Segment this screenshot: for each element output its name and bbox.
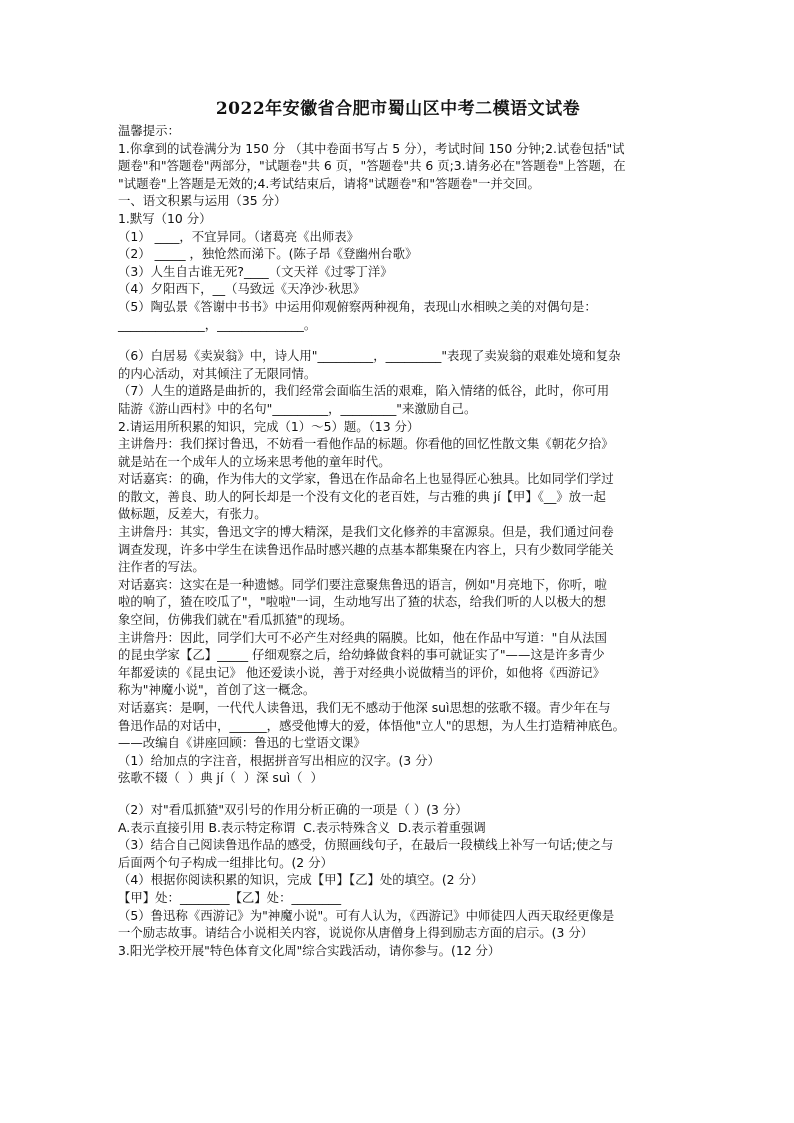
text-line: 注作者的写法。	[118, 559, 205, 575]
text-line: （2） _____ ，独怆然而涕下。(陈子昂《登幽州台歌》	[118, 246, 418, 262]
text-line: （4）根据你阅读积累的知识，完成【甲】【乙】处的填空。(2 分）	[118, 872, 484, 888]
text-line: （3）结合自己阅读鲁迅作品的感受，仿照画线句子，在最后一段横线上补写一句话;使之与	[118, 837, 614, 853]
text-line: 对话嘉宾：是啊，一代代人读鲁迅，我们无不感动于他深 suì思想的弦歌不辍。青少年在与	[118, 700, 611, 715]
text-line: 主讲詹丹：我们探讨鲁迅，不妨看一看他作品的标题。你看他的回忆性散文集《朝花夕拾》	[118, 436, 614, 452]
text-line: 温馨提示：	[118, 123, 180, 138]
text-line: （7）人生的道路是曲折的，我们经常会面临生活的艰难，陷入情绪的低谷，此时，你可用	[118, 383, 610, 399]
text-line: 年都爱读的《昆虫记》 他还爱读小说，善于对经典小说做精当的评价，如他将《西游记》	[118, 664, 606, 680]
text-line: 对话嘉宾：这实在是一种遗憾。同学们要注意聚焦鲁迅的语言，例如"月亮地下，你听，啦	[118, 576, 607, 592]
text-line: （5）陶弘景《答谢中书书》中运用仰观俯察两种视角，表现山水相映之美的对偶句是：	[118, 298, 597, 314]
text-line: "试题卷"上答题是无效的;4.考试结束后，请将"试题卷"和"答题卷"一并交回。	[118, 175, 540, 191]
text-line: 后面两个句子构成一组排比句。(2 分）	[118, 854, 333, 870]
exam-page	[118, 96, 678, 959]
text-line: 【甲】处：________【乙】处：________	[118, 889, 342, 905]
text-line: （4）夕阳西下，__（马致远《天净沙·秋思》	[118, 281, 366, 297]
text-line: 一、语文积累与运用（35 分）	[118, 193, 287, 209]
text-line: （6）白居易《卖炭翁》中，诗人用"_________，_________"表现了卖炭翁的艰难处境和复杂	[118, 348, 621, 364]
text-line: （1）给加点的字注音，根据拼音写出相应的汉字。(3 分）	[118, 752, 440, 768]
text-line: 题卷"和"答题卷"两部分，"试题卷"共 6 页，"答题卷"共 6 页;3.请务必在"答题卷"上答题，在	[118, 158, 626, 174]
exam-body	[118, 122, 678, 959]
text-line: 陆游《游山西村》中的名句"_________，_________"来激励自己。	[118, 400, 477, 416]
text-line: 2.请运用所积累的知识，完成（1）～5）题。（13 分）	[118, 418, 420, 434]
text-line: 一个励志故事。请结合小说相关内容，说说你从唐僧身上得到励志方面的启示。(3 分）	[118, 925, 594, 941]
text-line: 调查发现，许多中学生在读鲁迅作品时感兴趣的点基本都集聚在内容上，只有少数同学能关	[118, 541, 614, 557]
text-line: 1.默写（10 分）	[118, 210, 212, 226]
text-line: 鲁迅作品的对话中，______，感受他博大的爱，体悟他"立人"的思想，为人生打造精神底色。	[118, 717, 626, 733]
text-line: 做标题，反差大，有张力。	[118, 506, 267, 522]
text-line: （3）人生自古谁无死?____（文天祥《过零丁洋》	[118, 263, 393, 279]
answer-space	[118, 333, 678, 347]
text-line: 主讲詹丹：其实，鲁迅文字的博大精深，是我们文化修养的丰富源泉。但是，我们通过问卷	[118, 524, 614, 540]
text-line: 的散文，善良、助人的阿长却是一个没有文化的老百姓，与古雅的典 jí【甲】《__》放一起	[118, 488, 606, 504]
text-line: （1） ____，不宜异同。（诸葛亮《出师表》	[118, 228, 360, 244]
text-line: ——改编自《讲座回顾：鲁迅的七堂语文课》	[118, 735, 366, 751]
text-line: （2）对"看瓜抓猹"双引号的作用分析正确的一项是（ ）(3 分）	[118, 801, 468, 817]
text-line: 的内心活动，对其倾注了无限同情。	[118, 365, 317, 381]
text-line: 啦的响了，猹在咬瓜了"，"啦啦"一词，生动地写出了猹的状态，给我们听的人以极大的想	[118, 594, 606, 610]
text-line: ______________，______________。	[118, 316, 317, 332]
text-line: 的昆虫学家【乙】_____ 仔细观察之后，给幼蜂做食料的事可就证实了"——这是许多青少	[118, 647, 605, 663]
text-line: 1.你拿到的试卷满分为 150 分 （其中卷面书写占 5 分），考试时间 150 分钟;2.试卷包括"试	[118, 140, 625, 156]
text-line: 弦歌不辍（ ）典 jí（ ）深 suì（ ）	[118, 770, 323, 786]
text-line: 象空间，仿佛我们就在"看瓜抓猹"的现场。	[118, 612, 353, 628]
text-line: （5）鲁迅称《西游记》为"神魔小说"。可有人认为，《西游记》中师徒四人西天取经更像是	[118, 907, 615, 923]
text-line: 对话嘉宾：的确，作为伟大的文学家，鲁迅在作品命名上也显得匠心独具。比如同学们学过	[118, 471, 614, 487]
text-line: 称为"神魔小说"，首创了这一概念。	[118, 682, 316, 698]
text-line: 3.阳光学校开展"特色体育文化周"综合实践活动，请你参与。(12 分）	[118, 942, 501, 958]
exam-title: 2022年安徽省合肥市蜀山区中考二模语文试卷	[215, 99, 581, 119]
text-line: 就是站在一个成年人的立场来思考他的童年时代。	[118, 453, 391, 469]
answer-space	[118, 787, 678, 801]
text-line: 主讲詹丹：因此，同学们大可不必产生对经典的隔膜。比如，他在作品中写道："自从法国	[118, 629, 607, 645]
text-line: A.表示直接引用 B.表示特定称谓 C.表示特殊含义 D.表示着重强调	[118, 819, 486, 835]
